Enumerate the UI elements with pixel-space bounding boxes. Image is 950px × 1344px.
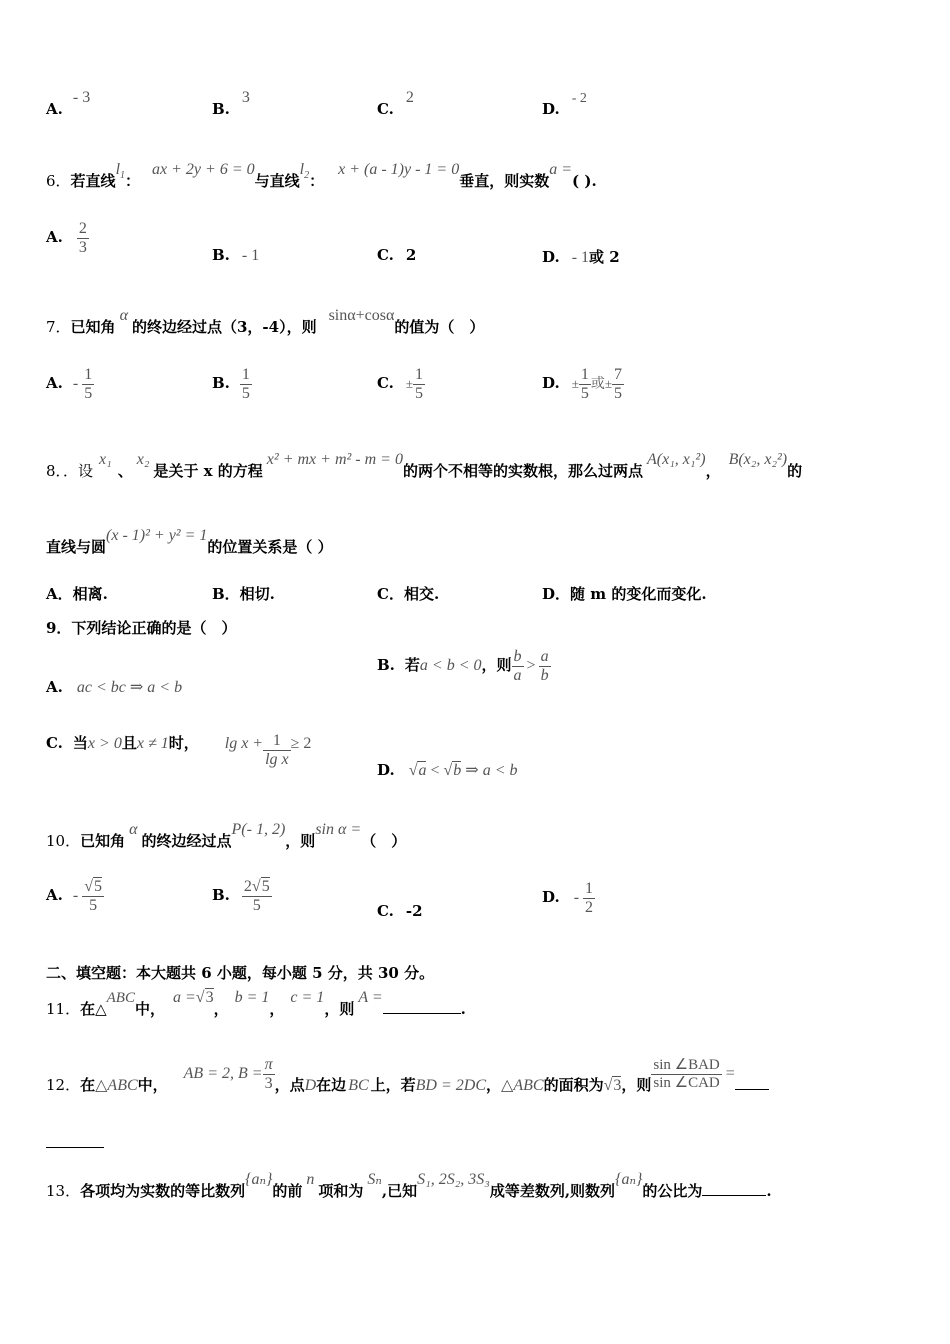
denominator: 3: [78, 238, 87, 256]
denominator: sin ∠CAD: [653, 1074, 720, 1091]
option-label: A.: [46, 886, 63, 905]
numerator: √5: [84, 878, 102, 895]
fraction: [579, 366, 591, 402]
stem-text: ，: [705, 462, 721, 480]
connector: 或: [590, 377, 605, 393]
denominator: 2: [585, 898, 594, 916]
coefficient: 2: [243, 878, 252, 895]
sqrt-3: √3: [603, 1077, 622, 1095]
question-10-stem: [46, 821, 407, 851]
stem-text: ，则: [324, 1000, 355, 1018]
stem-text: 的终边经过点: [141, 832, 232, 850]
stem-text: 在: [80, 1076, 96, 1095]
fraction: [263, 1056, 275, 1092]
q8-option-a: A．相离.: [46, 585, 108, 603]
denominator: 5: [580, 384, 589, 402]
sign: -: [72, 375, 79, 393]
option-label: D.: [542, 100, 560, 118]
denominator: b: [540, 666, 549, 684]
option-label: C.: [377, 902, 394, 920]
option-label: A.: [46, 374, 63, 393]
stem-text: 9．下列结论正确的是（ ）: [46, 619, 237, 637]
denominator: 5: [613, 384, 622, 402]
stem-text: .: [766, 1182, 772, 1200]
root-x1: x₁: [99, 451, 112, 468]
stem-text: 已知角: [70, 318, 116, 336]
point-a: A(x₁, x₁²): [647, 451, 706, 468]
stem-text: ，则: [285, 832, 316, 850]
fraction: [413, 366, 425, 402]
numerator: 2: [78, 220, 87, 237]
option-label: A.: [46, 228, 63, 247]
fraction: [539, 648, 551, 684]
q5-option-c: [377, 89, 414, 119]
fraction: [240, 366, 252, 402]
numerator: 1: [84, 366, 93, 383]
line-l1: [115, 161, 126, 182]
q10-option-a: [46, 878, 104, 914]
symbol: l: [299, 161, 305, 178]
question-12-blank-continued: [46, 1134, 104, 1152]
answer-blank[interactable]: [46, 1135, 104, 1148]
sequence: {aₙ}: [245, 1171, 273, 1188]
q5-option-d: [542, 91, 587, 119]
stem-text: 成等差数列,则数列: [489, 1182, 616, 1200]
option-value: 2: [405, 246, 417, 264]
stem-text: ：: [125, 172, 141, 190]
alpha-symbol: α: [129, 821, 138, 838]
fraction: [77, 220, 89, 256]
option-label: B.: [212, 246, 230, 264]
question-number: 8．．设: [46, 462, 94, 480]
sequence-terms: S₁, 2S₂, 3S₃: [417, 1171, 490, 1188]
sign: ±: [604, 376, 612, 392]
triangle-name: ABC: [106, 990, 135, 1006]
option-label: D.: [542, 374, 560, 393]
option-label: A.: [46, 678, 63, 696]
denominator: 5: [241, 384, 250, 402]
stem-text: 垂直，则实数: [459, 172, 550, 190]
q5-option-b: [212, 89, 250, 119]
stem-text: 、: [117, 462, 133, 480]
subscript: 2: [304, 170, 310, 182]
side-a: a =: [173, 989, 196, 1006]
q8-option-c: C．相交.: [377, 585, 440, 603]
triangle-name: △ABC: [501, 1077, 544, 1095]
answer-blank[interactable]: [383, 1013, 461, 1014]
option-label: C.: [377, 246, 394, 264]
expression: lg x +: [224, 735, 264, 752]
stem-text: 的终边经过点（3，-4），则: [131, 318, 317, 336]
question-13-stem: [46, 1171, 772, 1201]
answer-blank[interactable]: [735, 1089, 769, 1090]
q7-option-a: [46, 366, 94, 402]
fraction: [82, 878, 104, 914]
point-p: P(- 1, 2): [231, 821, 286, 838]
stem-text: ( ).: [572, 172, 597, 190]
question-9-stem: [46, 617, 236, 638]
stem-text: 的: [787, 462, 803, 480]
q8-option-d: D．随 m 的变化而变化.: [542, 585, 707, 603]
operator: <: [430, 762, 440, 779]
stem-text: ，: [269, 1000, 285, 1018]
fraction: [82, 366, 94, 402]
q7-option-d: [542, 366, 624, 402]
stem-text: ：: [309, 172, 325, 190]
q7-option-c: [377, 366, 425, 402]
stem-text: ，点: [274, 1076, 305, 1095]
sequence: {aₙ}: [615, 1171, 643, 1188]
root-x2: x₂: [136, 451, 150, 468]
option-value: -2: [405, 902, 423, 920]
symbol: l: [115, 161, 121, 178]
stem-text: （ ）: [361, 832, 407, 850]
expression: sin α =: [315, 821, 362, 838]
equation-l1: ax + 2y + 6 = 0: [152, 161, 255, 178]
option-value: 2: [405, 89, 414, 106]
numerator: 2√5: [243, 878, 270, 895]
option-label: C.: [377, 100, 394, 118]
numerator: sin ∠BAD: [653, 1057, 720, 1074]
answer-blank[interactable]: [702, 1195, 766, 1196]
radicand: a: [418, 762, 427, 779]
section-heading: 二、填空题：本大题共 6 小题，每小题 5 分，共 30 分。: [46, 964, 435, 982]
stem-text: ，则: [481, 656, 512, 675]
denominator: lg x: [265, 750, 289, 768]
q5-option-a: [46, 89, 91, 119]
denominator: a: [513, 666, 522, 684]
question-7-stem: [46, 307, 485, 337]
sqrt-3: √3: [195, 989, 214, 1006]
stem-text: 中，: [134, 1000, 165, 1018]
stem-text: 若: [404, 656, 420, 675]
q8-option-b: B．相切.: [212, 585, 275, 603]
option-value: 或 2: [589, 248, 620, 266]
stem-text: 的公比为: [642, 1182, 703, 1200]
sqrt-a: √a: [408, 762, 427, 779]
sum-sn: Sₙ: [367, 1171, 382, 1188]
fraction: [612, 366, 624, 402]
q10-option-c: [377, 902, 423, 920]
q9-option-b: [377, 648, 551, 684]
option-value: - 1: [241, 247, 260, 264]
stem-text: 在△: [80, 1000, 107, 1018]
numerator: 1: [585, 880, 594, 897]
question-number: 12．: [46, 1076, 81, 1095]
radicand: 5: [93, 878, 102, 895]
question-number: 6．: [46, 172, 71, 190]
numerator: 1: [241, 366, 250, 383]
condition: AB = 2, B =: [183, 1065, 263, 1083]
denominator: 5: [252, 896, 261, 914]
fraction: [583, 880, 595, 916]
line-l2: [299, 161, 310, 182]
question-number: 11．: [46, 1000, 81, 1018]
numerator: π: [264, 1056, 273, 1073]
stem-text: 与直线: [254, 172, 300, 190]
stem-text: 的位置关系是（ ）: [207, 538, 333, 556]
radicand: 3: [613, 1077, 622, 1095]
q6-option-c: [377, 246, 416, 264]
alpha-symbol: α: [119, 307, 128, 324]
stem-text: 当: [72, 734, 88, 752]
q9-option-a: [46, 677, 182, 697]
variable-a: a =: [549, 161, 573, 178]
operator: >: [526, 657, 536, 675]
option-expression: ⇒ a < b: [465, 762, 518, 779]
denominator: 5: [84, 384, 93, 402]
operator: =: [725, 1065, 735, 1083]
question-6-stem: [46, 161, 597, 193]
numerator: 1: [580, 366, 589, 383]
question-12-stem: [46, 1056, 769, 1104]
stem-text: 在边: [316, 1076, 347, 1095]
sqrt-b: √b: [443, 762, 462, 779]
condition: x > 0: [87, 735, 122, 752]
option-label: A.: [46, 100, 63, 118]
question-number: 7．: [46, 318, 71, 336]
option-label: C.: [377, 374, 394, 393]
equation: x² + mx + m² - m = 0: [266, 451, 403, 468]
condition: a < b < 0: [419, 657, 482, 675]
option-value: - 1: [571, 249, 590, 266]
question-8-stem-line2: [46, 527, 333, 557]
fraction: [512, 648, 524, 684]
option-value: - 3: [72, 89, 91, 106]
option-label: B.: [212, 100, 230, 118]
option-expression: ac < bc ⇒ a < b: [76, 679, 183, 696]
option-label: B.: [212, 886, 230, 905]
condition: x ≠ 1: [136, 735, 169, 752]
condition: BD = 2DC: [415, 1077, 487, 1095]
denominator: 3: [264, 1074, 273, 1092]
point-b: B(x₂, x₂²): [728, 451, 788, 468]
stem-text: ，: [213, 1000, 229, 1018]
sign: -: [573, 889, 580, 907]
question-11-stem: [46, 989, 466, 1019]
variable-n: n: [306, 1171, 315, 1188]
point-d: D: [304, 1077, 317, 1095]
question-number: 10．: [46, 832, 81, 850]
side-c: c = 1: [290, 989, 325, 1006]
option-label: D.: [542, 248, 560, 266]
q10-option-d: [542, 880, 595, 916]
denominator: 5: [415, 384, 424, 402]
stem-text: 若直线: [70, 172, 116, 190]
q10-option-b: [212, 878, 272, 914]
radicand: 5: [261, 878, 270, 895]
circle-equation: (x - 1)² + y² = 1: [106, 527, 208, 544]
option-label: D.: [542, 888, 560, 907]
equation-l2: x + (a - 1)y - 1 = 0: [338, 161, 460, 178]
stem-text: 中，: [137, 1076, 168, 1095]
stem-text: ，: [486, 1076, 502, 1095]
q6-option-a: [46, 220, 89, 256]
option-label: D.: [377, 761, 395, 779]
stem-text: 上，若: [370, 1076, 416, 1095]
side-b: b = 1: [234, 989, 270, 1006]
option-label: B.: [212, 374, 230, 393]
numerator: b: [513, 648, 522, 665]
operator: ≥ 2: [290, 735, 312, 752]
q6-option-b: [212, 246, 259, 265]
stem-text: .: [460, 1000, 466, 1018]
stem-text: 的面积为: [543, 1076, 604, 1095]
question-8-stem: [46, 451, 803, 481]
q9-option-c: [46, 732, 311, 768]
question-number: 13．: [46, 1182, 81, 1200]
expression: sinα+cosα: [328, 307, 395, 324]
stem-text: 的值为（ ）: [394, 318, 485, 336]
numerator: 7: [613, 366, 622, 383]
fraction: [651, 1057, 721, 1091]
stem-text: 各项均为实数的等比数列: [80, 1182, 246, 1200]
stem-text: ，则: [621, 1076, 652, 1095]
fraction: [242, 878, 272, 914]
option-value: - 2: [571, 91, 587, 106]
numerator: 1: [263, 732, 291, 751]
stem-text: 直线与圆: [46, 538, 107, 556]
stem-text: 且: [121, 734, 137, 752]
sign: -: [72, 887, 79, 905]
subscript: 1: [120, 170, 126, 182]
sign: ±: [405, 376, 414, 392]
side-bc: BC: [348, 1077, 369, 1095]
angle-a: A =: [358, 989, 383, 1006]
q9-option-d: [377, 760, 518, 780]
radicand: 3: [205, 989, 214, 1006]
option-label: C.: [46, 734, 63, 752]
stem-text: 是关于 x 的方程: [153, 462, 263, 480]
stem-text: 时，: [168, 734, 199, 752]
sign: ±: [571, 376, 579, 392]
stem-text: 已知角: [80, 832, 126, 850]
denominator: 5: [89, 896, 98, 914]
stem-text: 项和为: [318, 1182, 364, 1200]
stem-text: 的前: [272, 1182, 303, 1200]
q6-option-d: [542, 246, 620, 267]
option-value: 3: [241, 89, 250, 106]
triangle-name: △ABC: [95, 1077, 138, 1095]
option-label: B.: [377, 656, 395, 675]
radicand: b: [453, 762, 462, 779]
q7-option-b: [212, 366, 252, 402]
fraction: [263, 732, 291, 768]
numerator: a: [540, 648, 549, 665]
stem-text: ,已知: [381, 1182, 418, 1200]
stem-text: 的两个不相等的实数根，那么过两点: [402, 462, 643, 480]
numerator: 1: [415, 366, 424, 383]
